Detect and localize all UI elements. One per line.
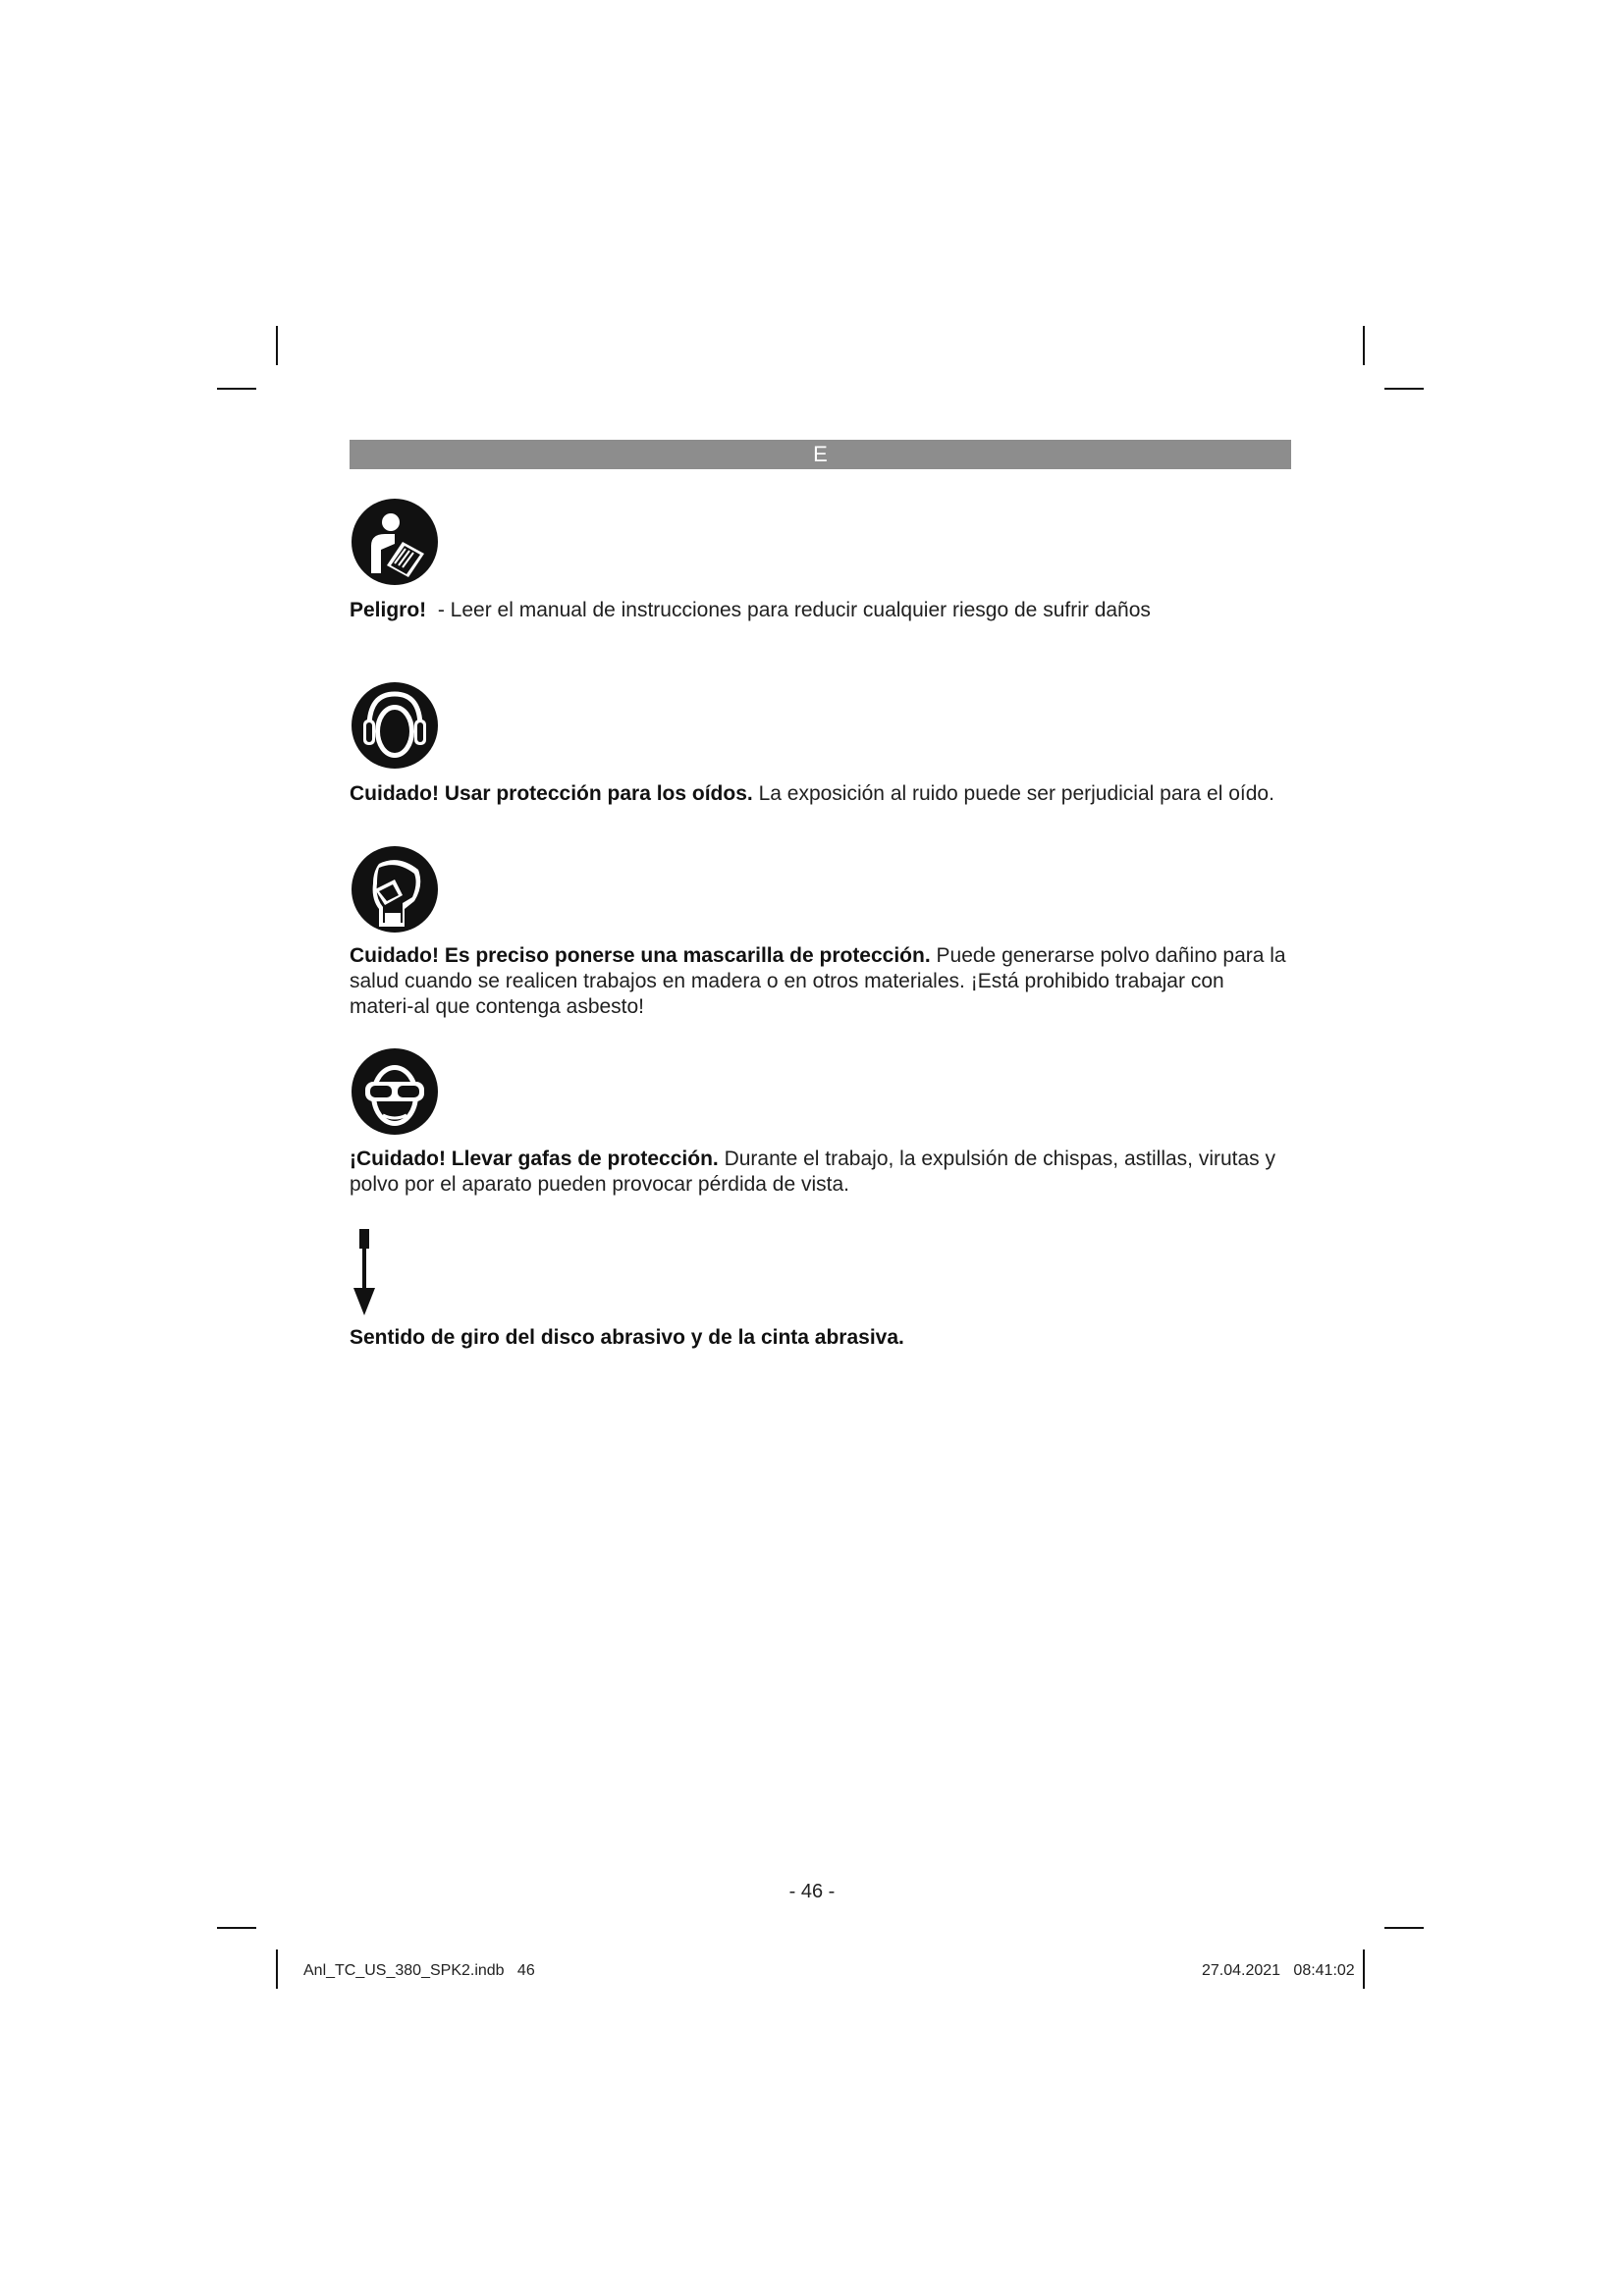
note-rotation-direction — [350, 1325, 1292, 1351]
language-header-bar — [350, 440, 1291, 469]
crop-mark — [1363, 326, 1365, 365]
warning-dust-mask — [350, 943, 1292, 1020]
warning-body: Puede generarse polvo dañino para la salud cuando se realicen trabajos en madera o en otros materiales. ¡Está prohibido trabajar con materi-al que contenga asbesto! — [350, 944, 1286, 1018]
warning-title: ¡Cuidado! Llevar gafas de protección. — [350, 1148, 719, 1170]
page-number: - 46 - — [788, 1881, 836, 1902]
warning-title: Sentido de giro del disco abrasivo y de la cinta abrasiva. — [350, 1326, 904, 1349]
dust-mask-icon — [350, 844, 440, 934]
warning-body: Durante el trabajo, la expulsión de chispas, astillas, virutas y polvo por el aparato pueden provocar pérdida de vista. — [350, 1148, 1276, 1196]
warning-title: Cuidado! Es preciso ponerse una mascarilla de protección. — [350, 944, 931, 967]
crop-mark — [1384, 1927, 1424, 1929]
crop-mark — [276, 1949, 278, 1989]
warning-title: Cuidado! Usar protección para los oídos. — [350, 782, 753, 805]
crop-mark — [217, 1927, 256, 1929]
footer-timestamp: 27.04.2021 08:41:02 — [1202, 1962, 1355, 1979]
warning-safety-goggles — [350, 1147, 1292, 1198]
warning-body: La exposición al ruido puede ser perjudicial para el oído. — [752, 782, 1274, 805]
warning-title: Peligro! — [350, 599, 427, 621]
crop-mark — [1384, 388, 1424, 390]
crop-mark — [217, 388, 256, 390]
warning-ear-protection — [350, 781, 1292, 807]
read-manual-icon — [350, 497, 440, 587]
crop-mark — [1363, 1949, 1365, 1989]
safety-goggles-icon — [350, 1046, 440, 1137]
language-code: E — [813, 442, 828, 466]
footer-file-name: Anl_TC_US_380_SPK2.indb 46 — [303, 1962, 535, 1979]
warning-read-manual — [350, 598, 1292, 623]
ear-protection-icon — [350, 680, 440, 771]
warning-body: - Leer el manual de instrucciones para reducir cualquier riesgo de sufrir daños — [426, 599, 1151, 621]
rotation-arrow-icon — [350, 1229, 379, 1317]
crop-mark — [276, 326, 278, 365]
